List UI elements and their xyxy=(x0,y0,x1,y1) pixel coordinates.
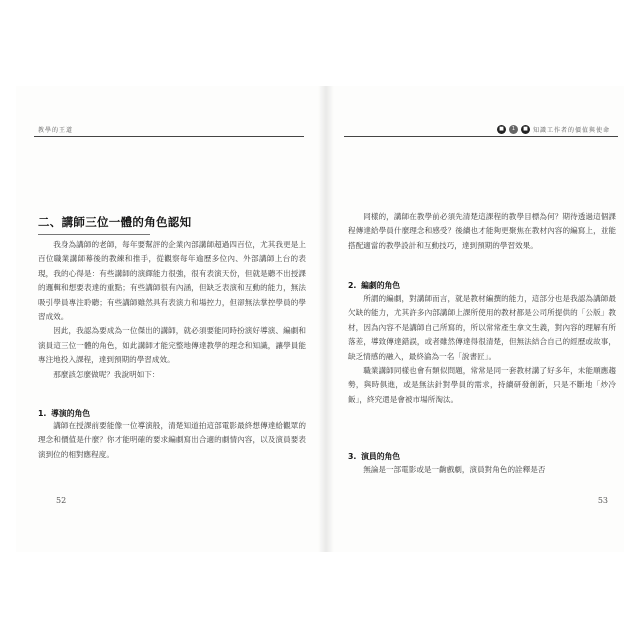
book-spread xyxy=(16,86,624,552)
section-number: 3. xyxy=(348,452,357,461)
director-body xyxy=(38,419,306,462)
gutter-shadow xyxy=(318,86,334,552)
left-body-block xyxy=(38,238,306,382)
actor-body xyxy=(348,463,616,477)
paragraph: 無論是一部電影或是一齣戲劇，演員對角色的詮釋是否 xyxy=(363,465,546,474)
running-head-right xyxy=(497,125,610,134)
right-intro-block xyxy=(348,210,616,253)
section-heading-director xyxy=(38,408,90,419)
section-number: 2. xyxy=(348,281,357,290)
badge-icon: ■ xyxy=(521,125,530,134)
section-title: 演員的角色 xyxy=(361,452,401,461)
section-heading-actor xyxy=(348,451,400,462)
paragraph: 職業講師同樣也會有類似問題，常常是同一套教材講了好多年，未能順應趨勢，與時俱進，或是無法針對學員的需求，持續研發創新，只是不斷地「炒冷飯」，終究還是會被市場所淘汰。 xyxy=(348,366,616,404)
page-number-right: 53 xyxy=(597,496,608,505)
section-title: 導演的角色 xyxy=(51,409,91,418)
badge-icon: ■ xyxy=(497,125,506,134)
header-rule-left xyxy=(34,136,304,137)
paragraph: 同樣的，講師在教學前必須先清楚這課程的教學目標為何？期待透過這個課程傳達給學員什麼理念和感受？後續也才能夠更聚焦在教材內容的編寫上，並能搭配適當的教學設計和互動技巧，達到預期的學習效果。 xyxy=(348,212,616,250)
left-page xyxy=(16,86,316,552)
right-page xyxy=(334,86,624,552)
paragraph: 那麼該怎麼做呢？我說明如下： xyxy=(53,369,160,379)
chapter-title: 二、講師三位一體的角色認知 xyxy=(38,215,192,229)
paragraph: 因此，我認為要成為一位傑出的講師，就必須要能同時扮演好導演、編劇和演員這三位一體的角色，如此講師才能完整地傳達教學的理念和知識，讓學員能專注地投入課程，達到預期的學習成效。 xyxy=(38,326,306,365)
chapter-title-rule xyxy=(38,234,150,235)
page-number-left: 52 xyxy=(56,496,67,505)
paragraph: 所謂的編劇，對講師而言，就是教材編撰的能力，這部分也是我認為講師最欠缺的能力，尤其許多內部講師上課所使用的教材都是公司所提供的「公版」教材，因為內容不是講師自己所寫的，所以常常產生拿文生義，對內容的理解有所落差，導致傳達錯誤，或者雖然傳達得很清楚，但無法結合自己的經歷或故事，缺乏情感的融入，最終淪為一名「說書匠」。 xyxy=(348,294,616,361)
screenwriter-body xyxy=(348,292,616,407)
paragraph: 講師在授課前要能像一位導演般，清楚知道拍這部電影最終想傳達給觀眾的理念和價值是什麼？你才能明確的要求編劇寫出合適的劇情內容，以及演員要表演到位的相對應程度。 xyxy=(38,421,306,459)
section-title: 編劇的角色 xyxy=(361,281,401,290)
running-head-text: 知識工作者的價值與使命 xyxy=(532,127,610,134)
chapter-number-badge: 1 xyxy=(509,125,518,134)
running-head-left: 教學的王道 xyxy=(38,127,74,134)
section-heading-screenwriter xyxy=(348,280,400,291)
paragraph: 我身為講師的老師，每年要幫評的企業內部講師超過四百位，尤其我更是上百位職業講師幕後的教練和推手，從觀察每年逾歷多位內、外部講師上台的表現，我的心得是：有些講師的演繹能力很強，很有表演天份，但就是聽不出授課的邏輯和想要表達的重點；有些講師很有內涵，但缺乏表演和互動的能力，無法吸引學員專注聆聽；有些講師雖然具有表演力和場控力，但卻無法掌控學員的學習成效。 xyxy=(38,240,306,322)
header-rule-right xyxy=(344,136,618,137)
section-number: 1. xyxy=(38,409,47,418)
